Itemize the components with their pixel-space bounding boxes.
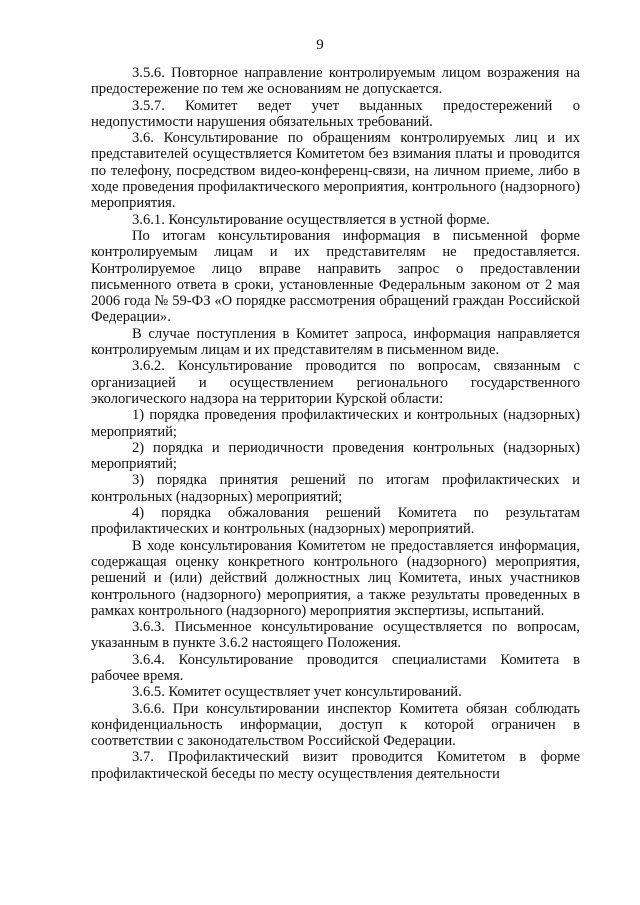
list-item-3: 3) порядка принятия решений по итогам профилактических и контрольных (надзорных) мероприятий;: [91, 472, 580, 505]
document-body: [91, 65, 580, 782]
list-item-2: 2) порядка и периодичности проведения контрольных (надзорных) мероприятий;: [91, 439, 580, 473]
list-item-1: 1) порядка проведения профилактических и контрольных (надзорных) мероприятий;: [91, 407, 580, 440]
list-item-4: 4) порядка обжалования решений Комитета по результатам профилактических и контрольных (надзорных) мероприятий.: [91, 505, 580, 538]
paragraph-3-6-2: 3.6.2. Консультирование проводится по вопросам, связанным с организацией и осуществлением регионального государственного экологического надзора на территории Курской области:: [91, 358, 580, 407]
page-number: 9: [316, 37, 324, 53]
paragraph-3-5-7: 3.5.7. Комитет ведет учет выданных предостережений о недопустимости нарушения обязательных требований.: [91, 97, 580, 130]
paragraph-3-5-6: 3.5.6. Повторное направление контролируемым лицом возражения на предостережение по тем же основаниям не допускается.: [91, 65, 580, 98]
paragraph-3-6-5: 3.6.5. Комитет осуществляет учет консультирований.: [132, 684, 462, 701]
paragraph-request-case: В случае поступления в Комитет запроса, информация направляется контролируемым лицам и их представителям в письменном виде.: [91, 325, 580, 359]
paragraph-written-response: По итогам консультирования информация в письменной форме контролируемым лицам и их представителям не предоставляется. Контролируемое лицо вправе направить запрос о предоставлении письменного ответа в сроки, установленные Федеральным законом от 2 мая 2006 года № 59-ФЗ «О порядке рассмотрения обращений граждан Российской Федерации».: [91, 227, 580, 326]
paragraph-3-6-3: 3.6.3. Письменное консультирование осуществляется по вопросам, указанным в пункте 3.6.2 настоящего Положения.: [91, 619, 580, 652]
paragraph-not-provided-info: В ходе консультирования Комитетом не предоставляется информация, содержащая оценку конкретного контрольного (надзорного) мероприятия, решений и (или) действий должностных лиц Комитета, иных участников контрольного (надзорного) мероприятия, а также результаты проведенных в рамках контрольного (надзорного) мероприятия экспертизы, испытаний.: [91, 537, 580, 619]
paragraph-3-6-4: 3.6.4. Консультирование проводится специалистами Комитета в рабочее время.: [91, 651, 580, 684]
paragraph-3-6-1: 3.6.1. Консультирование осуществляется в устной форме.: [132, 211, 490, 228]
paragraph-3-6: 3.6. Консультирование по обращениям контролируемых лиц и их представителей осуществляется Комитетом без взимания платы и проводится по телефону, посредством видео-конференц-связи, на личном приеме, либо в ходе проведения профилактического мероприятия, контрольного (надзорного) мероприятия.: [91, 130, 580, 212]
paragraph-3-7: 3.7. Профилактический визит проводится Комитетом в форме профилактической беседы по месту осуществления деятельности: [91, 749, 580, 782]
paragraph-3-6-6: 3.6.6. При консультировании инспектор Комитета обязан соблюдать конфиденциальность информации, доступ к которой ограничен в соответствии с законодательством Российской Федерации.: [91, 700, 580, 750]
